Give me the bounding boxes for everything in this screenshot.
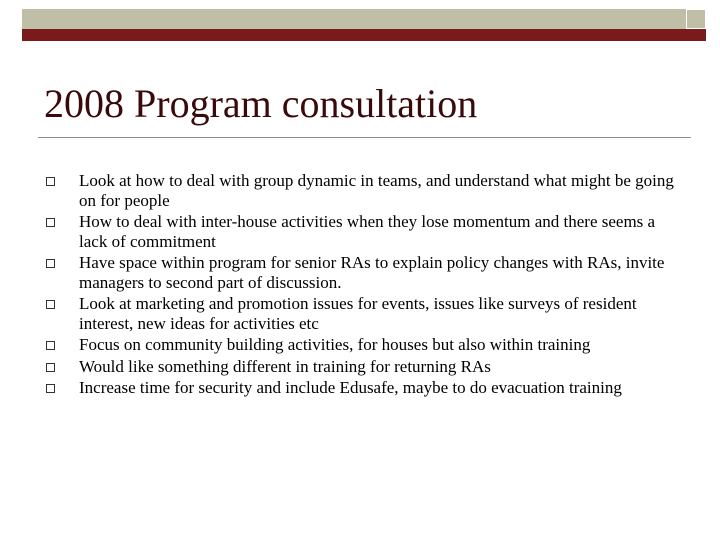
bullet-text: Have space within program for senior RAs to explain policy changes with RAs, invite managers to second part of discussion. — [79, 253, 665, 292]
square-bullet-icon — [46, 341, 55, 350]
slide-title: 2008 Program consultation — [44, 81, 478, 126]
bullet-text: How to deal with inter-house activities when they lose momentum and there seems a lack of commitment — [79, 212, 656, 251]
bullet-text: Focus on community building activities, for houses but also within training — [79, 335, 591, 354]
square-bullet-icon — [46, 259, 55, 268]
bullet-list — [46, 171, 686, 400]
square-bullet-icon — [46, 384, 55, 393]
bullet-item — [46, 378, 686, 398]
square-bullet-icon — [46, 218, 55, 227]
square-bullet-icon — [46, 300, 55, 309]
bullet-text: Increase time for security and include Edusafe, maybe to do evacuation training — [79, 378, 622, 397]
bullet-text: Look at how to deal with group dynamic in teams, and understand what might be going on for people — [79, 171, 674, 210]
bullet-item — [46, 171, 686, 210]
bullet-item — [46, 294, 686, 333]
bullet-item — [46, 335, 686, 355]
corner-light-square — [686, 9, 706, 29]
header-light-band — [22, 9, 686, 29]
bullet-item — [46, 357, 686, 377]
title-divider — [38, 137, 691, 138]
square-bullet-icon — [46, 177, 55, 186]
header-corner-block — [686, 9, 706, 41]
header-decoration-bar — [22, 9, 686, 41]
header-dark-band — [22, 29, 686, 41]
bullet-item — [46, 212, 686, 251]
square-bullet-icon — [46, 363, 55, 372]
bullet-text: Would like something different in training for returning RAs — [79, 356, 491, 376]
bullet-text: Look at marketing and promotion issues for events, issues like surveys of resident interest, new ideas for activities etc — [79, 294, 637, 333]
corner-dark-square — [686, 29, 706, 41]
bullet-item — [46, 253, 686, 292]
